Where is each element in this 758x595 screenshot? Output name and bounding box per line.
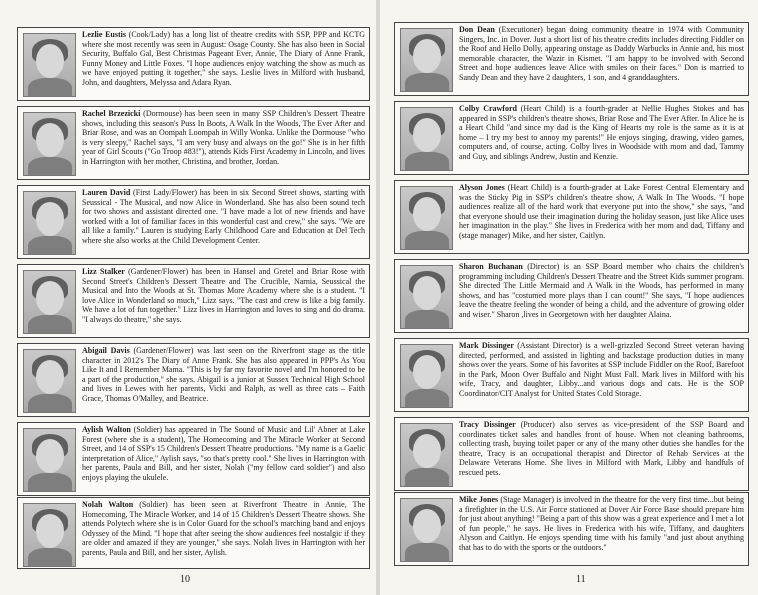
headshot-photo xyxy=(400,344,453,408)
bio-entry xyxy=(394,22,749,96)
cast-name: Don Dean xyxy=(459,25,495,34)
bio-entry xyxy=(394,180,749,254)
bio-entry xyxy=(394,417,749,491)
cast-name: Aylish Walton xyxy=(82,425,131,434)
cast-name: Lizz Stalker xyxy=(82,267,125,276)
bio-text xyxy=(459,25,744,83)
headshot-photo xyxy=(400,498,453,562)
headshot-photo xyxy=(23,503,76,567)
headshot-photo xyxy=(23,270,76,334)
cast-role: (Cook/Lady) xyxy=(128,30,170,39)
cast-role: (Heart Child) xyxy=(520,104,566,113)
cast-name: Alyson Jones xyxy=(459,183,505,192)
cast-name: Rachel Brzezicki xyxy=(82,109,141,118)
cast-role: (Stage Manager) xyxy=(500,495,555,504)
bio-entry xyxy=(17,106,370,180)
headshot-photo xyxy=(23,349,76,413)
cast-role: (Producer) xyxy=(520,420,555,429)
cast-bio: is a fourth-grader at Lake Forest Central Elementary and was the Sticky Pig in SSP's children's theatre show, A Walk In The Woods. "I hope audiences realize all of the hard work that everyone put into the show," she says, "and that everyone should use their imagination during the holiday season, just like Alice uses her imagination in the play." She lives in Frederica with her mom and dad, Tiffany and (stage manager) Mike, and her sister, Caitlyn. xyxy=(459,183,745,240)
cast-bio: is a fourth-grader at Nellie Hughes Stokes and has appeared in SSP's children's theatre shows, Briar Rose and The Ever After. In Alice he is a Heart Child "and since my dad is the King of Hearts my role is the same as it is at home – I try my best to annoy my parents!" He enjoys singing, drawing, video games, computers and, of course, acting. Colby lives in Woodside with mom and dad, Tammy and Guy, and siblings Andrew, Justin and Kenzie. xyxy=(459,104,745,161)
cast-name: Nolah Walton xyxy=(82,500,134,509)
cast-role: (Soldier) xyxy=(139,500,168,509)
page-number: 10 xyxy=(180,574,190,585)
headshot-photo xyxy=(23,428,76,492)
cast-bio: has been seen in many SSP Children's Dessert Theatre shows, including this season's Puss In Boots, A Walk In the Woods, The Ever After and Briar Rose, and was an Oompah Loompah in Willy Wonka. Unlike the Dormouse "who is very sleepy," Rachel says, "I am very busy and always on the go!" She is in her fifth year of Girl Scouts ("Go Troop #83!"), attends Kids First Academy in Lincoln, and lives in Harrington with her mother, Christina, and brother, Jordan. xyxy=(82,109,365,166)
headshot-photo xyxy=(400,186,453,250)
bio-text xyxy=(459,104,744,162)
bio-text xyxy=(459,341,744,399)
cast-role: (Gardener/Flower) xyxy=(128,267,189,276)
bio-entry xyxy=(394,259,749,333)
bio-entry xyxy=(394,492,749,566)
bio-entry xyxy=(17,343,370,417)
cast-bio: also serves as vice-president of the SSP Board and coordinates ticket sales and handles front of house. When not cleaning bathrooms, collecting trash, buying toilet paper or any of the many other duties she handles for the theatre, Tracy is an occupational therapist and Director of Rehab Services at the Delaware Veterans Home. She lives in Milford with Mark, Libby and handfuls of rescued pets. xyxy=(459,420,745,477)
bio-entry xyxy=(17,264,370,338)
headshot-photo xyxy=(400,107,453,171)
bio-entry xyxy=(394,338,749,412)
cast-bio: has appeared in The Sound of Music and Lil' Abner at Lake Forest (where she is a student), The Homecoming and The Miracle Worker at Second Street, and 14 of SSP's 15 Children's Dessert Theatre productions. "My name is a Gaelic interpretation of Alice," Aylish says, "so that's pretty cool." She lives in Harrington with her parents, Paula and Bill, and her sister, Nolah ("my fellow card soldier") and also enjoys playing the ukulele. xyxy=(82,425,365,482)
cast-role: (Executioner) xyxy=(498,25,543,34)
cast-name: Lauren David xyxy=(82,188,131,197)
bio-text xyxy=(82,500,365,558)
cast-role: (Soldier) xyxy=(133,425,163,434)
cast-name: Abigail Davis xyxy=(82,346,130,355)
right-page xyxy=(380,0,758,595)
page-number: 11 xyxy=(576,574,586,585)
headshot-photo xyxy=(400,423,453,487)
cast-bio: has been seen at Riverfront Theatre in Annie, The Homecoming, The Miracle Worker, and 14 of 15 Children's Dessert Theatre shows. She attends Polytech where she is in Color Guard for the school's marching band and enjoys Odyssey of the Mind. "I hope that after seeing the show audiences feel nostalgic if they are older and amazed if they are younger," she says. Nolah lives in Harrington with her parents, Paula and Bill, and her sister, Aylish. xyxy=(82,500,366,557)
bio-text xyxy=(459,183,744,241)
bio-text xyxy=(459,495,744,553)
cast-name: Mike Jones xyxy=(459,495,499,504)
left-page xyxy=(0,0,376,595)
headshot-photo xyxy=(400,265,453,329)
bio-entry xyxy=(17,497,370,569)
cast-role: (First Lady/Flower) xyxy=(133,188,198,197)
cast-name: Lezlie Eustis xyxy=(82,30,126,39)
bio-text xyxy=(459,420,744,478)
cast-role: (Director) xyxy=(527,262,560,271)
cast-bio: has been in six Second Street shows, starting with Seussical - The Musical, and now Alice in Wonderland. She has also been sound tech for two shows and assistant directed one. "I have made a lot of new friends and have worked with a lot of familiar faces in this wonderful cast and crew," she says. "We are all like a family." Lauren is studying Early Childhood Care and Education at Del Tech where she also works at the Child Development Center. xyxy=(82,188,366,245)
bio-text xyxy=(82,425,365,483)
cast-bio: began doing community theatre in 1974 with Community Singers, Inc. in Dover. Just a short list of his theatre credits includes directing Fiddler on the Roof and Hello Dolly, appearing onstage as Daddy Warbucks in Annie and, his most memorable character, the Wazir in Kismet. "I am happy to be involved with Second Street and hope audiences leave Alice with smiles on their faces." Don is married to Sandy Dean and they have 2 daughters, 1 son, and 4 granddaughters. xyxy=(459,25,745,82)
bio-text xyxy=(459,262,744,320)
bio-entry xyxy=(17,185,370,259)
cast-name: Tracy Dissinger xyxy=(459,420,516,429)
cast-bio: is involved in the theatre for the very first time...but being a firefighter in the U.S. Air Force stationed at Dover Air Force Base should prepare him for just about anything! "Being a part of this show was a great experience and I met a lot of fun people," he says. He lives in Frederica with his wife, Tiffany, and daughters Alyson and Caitlyn. He enjoys spending time with his family "and just about anything that has to do with the sports or the outdoors." xyxy=(459,495,744,552)
cast-name: Mark Dissinger xyxy=(459,341,514,350)
cast-role: (Gardener/Flower) xyxy=(133,346,194,355)
cast-bio: is a well-grizzled Second Street veteran having directed, performed, and assisted in lighting and backstage production duties in many shows over the years. Some of his favorites at SSP include Fiddler on the Roof, Barefoot in the Park, Moon Over Buffalo and Night Must Fall. Mark lives in Milford with his wife, Tracy, and daughter, Libby...and various dogs and cats. He is the SOP Coordinator/CIT Analyst for United States Cold Storage. xyxy=(459,341,745,398)
headshot-photo xyxy=(23,191,76,255)
cast-role: (Assistant Director) xyxy=(517,341,582,350)
bio-text xyxy=(82,346,365,404)
cast-bio: is an SSP Board member who chairs the children's programming including Children's Dessert Theatre and the Street Kids summer program. She directed The Little Mermaid and A Walk in the Woods, has performed in many shows, and has "costumed more plays than I can count!" She says, "I hope audiences leave the theatre feeling the wonder of being a child, and the adventure of growing older and wiser." Sharon ,lives in Georgetown with her daughter Alaina. xyxy=(459,262,744,319)
bio-entry xyxy=(17,27,370,101)
bio-entry xyxy=(394,101,749,175)
bio-text xyxy=(82,188,365,246)
bio-text xyxy=(82,109,365,167)
headshot-photo xyxy=(400,28,453,92)
cast-bio: was last seen on the Riverfront stage as the title character in 2012's The Diary of Anne Frank. She has also appeared in PPP's As You Like It and I Remember Mama. "This is by far my favorite novel and I'm honored to be a part of the production," she says. Abigail is a junior at Sussex Technical High School and lives in Lewes with her parents, Vicki and Ralph, as well as three cats – Faith Grace, Thomas O'Malley, and Beatrice. xyxy=(82,346,365,403)
bio-entry xyxy=(17,422,370,496)
cast-name: Colby Crawford xyxy=(459,104,517,113)
cast-name: Sharon Buchanan xyxy=(459,262,523,271)
headshot-photo xyxy=(23,33,76,97)
cast-role: (Dormouse) xyxy=(143,109,182,118)
headshot-photo xyxy=(23,112,76,176)
bio-text xyxy=(82,30,365,88)
cast-role: (Heart Child) xyxy=(507,183,552,192)
bio-text xyxy=(82,267,365,325)
cast-bio: has been in Hansel and Gretel and Briar Rose with Second Street's Children's Dessert Theatre and The Crucible, Narnia, Seussical the Musical and Into the Woods at St. Thomas More Academy where she is a student. "I love Alice in Wonderland so much," Lizz says. "The cast and crew is like a big family. We have a lot of fun together." Lizz lives in Harrington and loves to sing and do drama. "I always do theatre," she says. xyxy=(82,267,366,324)
cast-bio: has a long list of theatre credits with SSP, PPP and KCTG where she most recently was seen in August: Osage County. She has also been in Social Security, Buffalo Gal, Best Christmas Pageant Ever, Annie, The Diary of Anne Frank, Funny Money and Little Foxes. "I hope audiences enjoy watching the show as much as we have enjoyed putting it together," she says. Leslie lives in Milford with husband, John, and daughters, Melyssa and Adara Ryan. xyxy=(82,30,366,87)
